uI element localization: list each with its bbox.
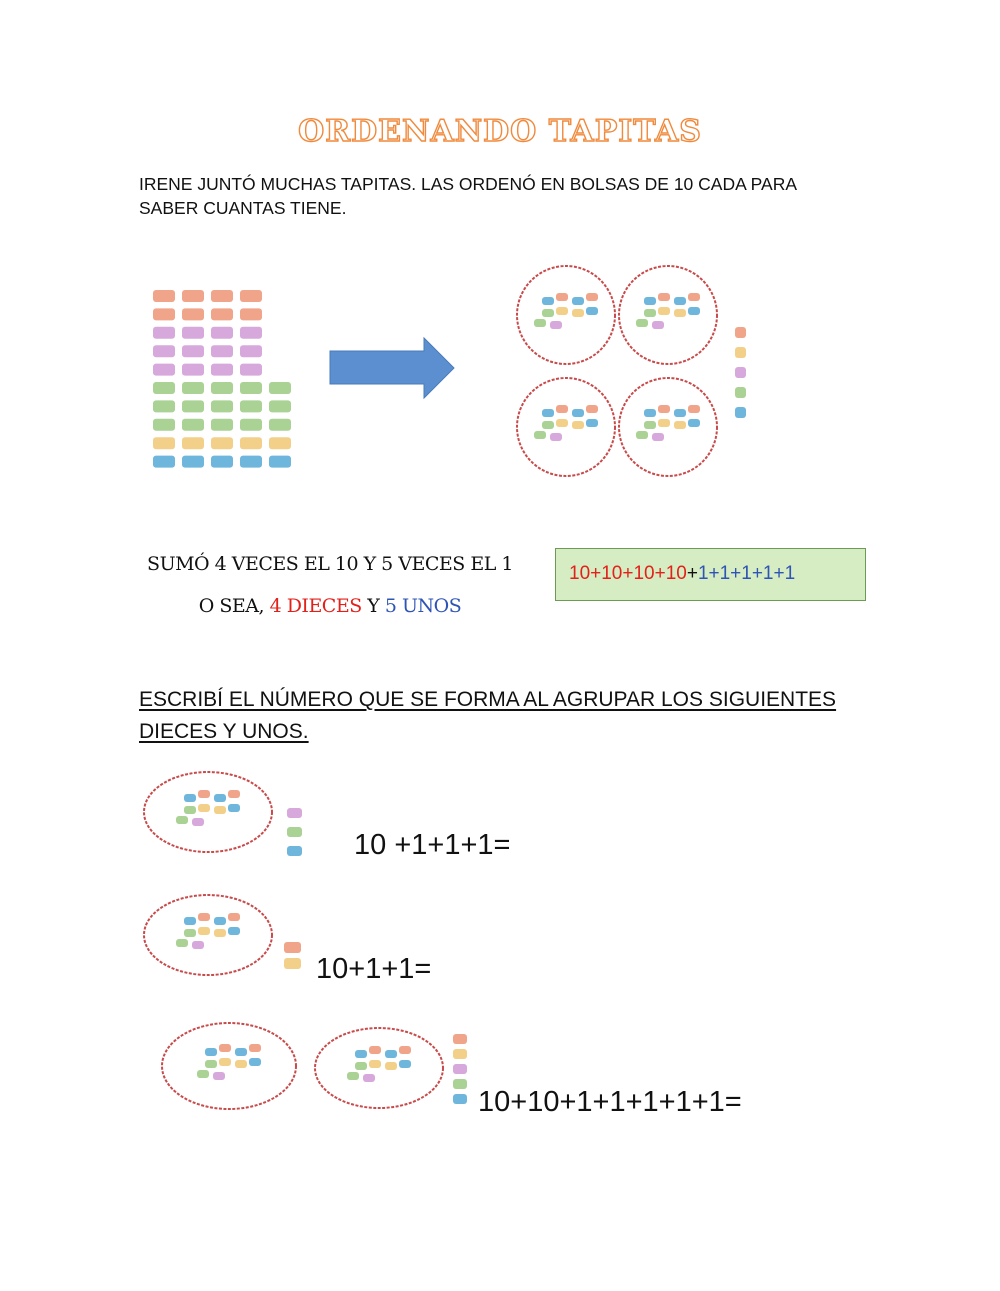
bottle-cap	[211, 419, 233, 431]
bottle-cap	[674, 309, 686, 317]
bottle-cap	[355, 1062, 367, 1070]
bottle-cap	[153, 290, 175, 302]
bottle-cap	[153, 327, 175, 339]
bottle-cap	[211, 308, 233, 320]
bottle-cap	[347, 1072, 359, 1080]
bottle-cap	[735, 347, 746, 358]
bottle-cap	[235, 1048, 247, 1056]
bottle-cap	[240, 419, 262, 431]
equation-tens: 10+10+10+10	[569, 563, 687, 584]
exercise-1-expression[interactable]: 10 +1+1+1=	[354, 829, 511, 861]
bottle-cap	[198, 927, 210, 935]
bottle-cap	[184, 794, 196, 802]
bottle-cap	[453, 1079, 467, 1089]
exercise-2-expression[interactable]: 10+1+1=	[316, 953, 432, 985]
bottle-cap	[385, 1050, 397, 1058]
bottle-cap	[176, 816, 188, 824]
loose-caps-example	[735, 327, 746, 418]
bottle-cap	[636, 319, 648, 327]
bottle-cap	[192, 941, 204, 949]
bottle-cap	[674, 409, 686, 417]
bottle-cap	[644, 297, 656, 305]
bottle-cap	[153, 308, 175, 320]
bottle-cap	[550, 433, 562, 441]
bottle-cap	[192, 818, 204, 826]
bottle-cap	[153, 456, 175, 468]
bottle-cap	[674, 421, 686, 429]
equation-plus: +	[686, 563, 698, 584]
bottle-cap	[153, 345, 175, 357]
bottle-cap	[211, 327, 233, 339]
bottle-cap	[550, 321, 562, 329]
bottle-cap	[182, 456, 204, 468]
bottle-cap	[182, 437, 204, 449]
bottle-cap	[652, 321, 664, 329]
bottle-cap	[211, 290, 233, 302]
summary-connector: Y	[361, 595, 385, 617]
bottle-cap	[182, 327, 204, 339]
bottle-cap	[542, 309, 554, 317]
bottle-cap	[586, 307, 598, 315]
bottle-cap	[644, 421, 656, 429]
bag-outline	[517, 266, 615, 364]
bottle-cap	[269, 419, 291, 431]
bottle-cap	[182, 364, 204, 376]
bottle-cap	[182, 290, 204, 302]
bottle-cap	[219, 1058, 231, 1066]
caps-grid	[153, 290, 291, 468]
equation-box	[555, 548, 866, 601]
bottle-cap	[542, 297, 554, 305]
bottle-cap	[153, 437, 175, 449]
bag-outline	[517, 378, 615, 476]
bag-outline	[619, 266, 717, 364]
bottle-cap	[572, 309, 584, 317]
bottle-cap	[287, 808, 302, 818]
summary-line-1: SUMÓ 4 VECES EL 10 Y 5 VECES EL 1	[147, 553, 513, 575]
bottle-cap	[240, 364, 262, 376]
bottle-cap	[658, 419, 670, 427]
bottle-cap	[228, 790, 240, 798]
bottle-cap	[240, 290, 262, 302]
bag-outline	[144, 772, 272, 852]
arrow-right-icon	[330, 338, 454, 398]
bottle-cap	[735, 367, 746, 378]
bottle-cap	[211, 437, 233, 449]
bottle-cap	[363, 1074, 375, 1082]
bottle-cap	[214, 794, 226, 802]
bottle-cap	[214, 917, 226, 925]
bottle-cap	[586, 293, 598, 301]
bottle-cap	[240, 437, 262, 449]
bottle-cap	[572, 421, 584, 429]
instruction-heading: ESCRIBÍ EL NÚMERO QUE SE FORMA AL AGRUPAR LOS SIGUIENTES DIECES Y UNOS.	[139, 688, 837, 743]
bottle-cap	[369, 1046, 381, 1054]
tens-count: 4	[269, 595, 282, 617]
bottle-cap	[556, 405, 568, 413]
bottle-cap	[534, 319, 546, 327]
bottle-cap	[214, 806, 226, 814]
bottle-cap	[572, 409, 584, 417]
bottle-cap	[534, 431, 546, 439]
bottle-cap	[249, 1044, 261, 1052]
bottle-cap	[453, 1094, 467, 1104]
bottle-cap	[385, 1062, 397, 1070]
bag-outline	[162, 1023, 296, 1109]
bottle-cap	[453, 1034, 467, 1044]
bottle-cap	[586, 419, 598, 427]
bottle-cap	[240, 456, 262, 468]
summary-prefix: O SEA,	[198, 595, 270, 617]
bottle-cap	[153, 364, 175, 376]
bottle-cap	[652, 433, 664, 441]
bottle-cap	[644, 409, 656, 417]
bottle-cap	[240, 382, 262, 394]
bottle-cap	[269, 437, 291, 449]
grouped-bags-example	[517, 266, 717, 476]
page-title: ORDENANDO TAPITAS	[298, 114, 702, 149]
bottle-cap	[240, 327, 262, 339]
bottle-cap	[240, 308, 262, 320]
bag-outline	[144, 895, 272, 975]
exercise-3-expression[interactable]: 10+10+1+1+1+1+1=	[478, 1086, 742, 1118]
bottle-cap	[153, 419, 175, 431]
bottle-cap	[182, 382, 204, 394]
bag-outline	[619, 378, 717, 476]
bottle-cap	[211, 382, 233, 394]
bottle-cap	[228, 927, 240, 935]
bottle-cap	[269, 456, 291, 468]
bottle-cap	[235, 1060, 247, 1068]
bottle-cap	[399, 1060, 411, 1068]
bottle-cap	[542, 421, 554, 429]
bottle-cap	[688, 293, 700, 301]
exercise-1-illustration	[144, 772, 302, 856]
bottle-cap	[688, 419, 700, 427]
intro-text: IRENE JUNTÓ MUCHAS TAPITAS. LAS ORDENÓ EN BOLSAS DE 10 CADA PARA SABER CUANTAS TIENE.	[139, 174, 797, 218]
bottle-cap	[182, 400, 204, 412]
bottle-cap	[249, 1058, 261, 1066]
bottle-cap	[198, 804, 210, 812]
bottle-cap	[287, 827, 302, 837]
bottle-cap	[211, 345, 233, 357]
bottle-cap	[205, 1060, 217, 1068]
bottle-cap	[658, 405, 670, 413]
bottle-cap	[176, 939, 188, 947]
bottle-cap	[658, 293, 670, 301]
bottle-cap	[556, 419, 568, 427]
bottle-cap	[556, 307, 568, 315]
bottle-cap	[211, 400, 233, 412]
bottle-cap	[735, 387, 746, 398]
bottle-cap	[153, 400, 175, 412]
bottle-cap	[184, 917, 196, 925]
bottle-cap	[182, 419, 204, 431]
bottle-cap	[214, 929, 226, 937]
bottle-cap	[556, 293, 568, 301]
exercise-2-illustration	[144, 895, 301, 975]
bottle-cap	[211, 456, 233, 468]
bottle-cap	[453, 1064, 467, 1074]
bottle-cap	[586, 405, 598, 413]
bottle-cap	[228, 804, 240, 812]
tens-word: DIECES	[286, 595, 362, 617]
bottle-cap	[184, 806, 196, 814]
bottle-cap	[269, 400, 291, 412]
bottle-cap	[644, 309, 656, 317]
bottle-cap	[197, 1070, 209, 1078]
bottle-cap	[674, 297, 686, 305]
bottle-cap	[213, 1072, 225, 1080]
bottle-cap	[572, 297, 584, 305]
bottle-cap	[211, 364, 233, 376]
bottle-cap	[198, 913, 210, 921]
bottle-cap	[735, 327, 746, 338]
bottle-cap	[284, 958, 301, 969]
bottle-cap	[636, 431, 648, 439]
bottle-cap	[219, 1044, 231, 1052]
bottle-cap	[182, 345, 204, 357]
bottle-cap	[735, 407, 746, 418]
bottle-cap	[184, 929, 196, 937]
ones-count: 5	[384, 595, 397, 617]
bottle-cap	[269, 382, 291, 394]
bottle-cap	[182, 308, 204, 320]
bottle-cap	[287, 846, 302, 856]
bottle-cap	[240, 400, 262, 412]
bottle-cap	[688, 307, 700, 315]
bottle-cap	[453, 1049, 467, 1059]
bottle-cap	[205, 1048, 217, 1056]
equation-ones: 1+1+1+1+1	[697, 563, 796, 584]
bottle-cap	[355, 1050, 367, 1058]
bag-outline	[315, 1028, 443, 1108]
bottle-cap	[542, 409, 554, 417]
bottle-cap	[399, 1046, 411, 1054]
bottle-cap	[658, 307, 670, 315]
bottle-cap	[284, 942, 301, 953]
bottle-cap	[240, 345, 262, 357]
bottle-cap	[153, 382, 175, 394]
ones-word: UNOS	[402, 595, 462, 617]
summary-line-2	[120, 595, 540, 617]
bottle-cap	[369, 1060, 381, 1068]
bottle-cap	[688, 405, 700, 413]
exercise-3-illustration	[162, 1023, 467, 1109]
bottle-cap	[198, 790, 210, 798]
bottle-cap	[228, 913, 240, 921]
